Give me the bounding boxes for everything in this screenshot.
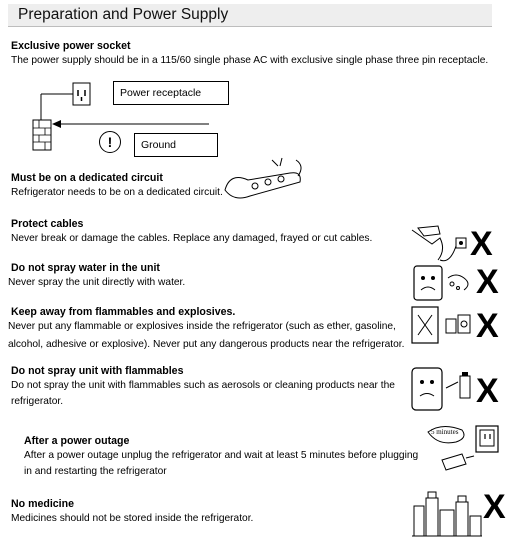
section-text-spray-flammables-line2: refrigerator.: [11, 396, 64, 407]
section-title-no-medicine: No medicine: [11, 498, 74, 510]
warning-mark: !: [107, 134, 113, 150]
section-text-spray-flammables-line1: Do not spray the unit with flammables such as aerosols or cleaning products near the: [11, 380, 395, 391]
section-title-dedicated-circuit: Must be on a dedicated circuit: [11, 172, 163, 184]
prohibited-mark-water: X: [476, 263, 499, 301]
section-text-protect-cables: Never break or damage the cables. Replace any damaged, frayed or cut cables.: [11, 233, 373, 244]
section-text-power-socket: The power supply should be in a 115/60 single phase AC with exclusive single phase three pin receptacle.: [11, 55, 489, 66]
water-spray-illustration: [412, 262, 474, 304]
power-receptacle-label: Power receptacle: [113, 81, 229, 105]
section-title-power-outage: After a power outage: [24, 435, 130, 447]
section-title-power-socket: Exclusive power socket: [11, 40, 131, 52]
cable-damage-illustration: [410, 220, 470, 268]
section-title-protect-cables: Protect cables: [11, 218, 84, 230]
page-header: [8, 4, 492, 27]
warning-icon: [99, 131, 121, 153]
ground-label: Ground: [134, 133, 218, 157]
aerosol-spray-illustration: [408, 362, 476, 414]
section-title-no-water: Do not spray water in the unit: [11, 262, 160, 274]
power-strip-illustration: [220, 158, 310, 208]
section-text-power-outage-line1: After a power outage unplug the refrigerator and wait at least 5 minutes before plugging: [24, 450, 419, 461]
section-title-flammables: Keep away from flammables and explosives.: [11, 306, 236, 318]
prohibited-mark-spray: X: [476, 372, 499, 410]
medicine-illustration: [412, 488, 482, 540]
flammables-illustration: [410, 305, 475, 347]
timer-label: 5 minutes: [431, 428, 459, 436]
ground-arrow: [52, 118, 212, 130]
section-text-no-water: Never spray the unit directly with water.: [8, 277, 186, 288]
section-text-power-outage-line2: in and restarting the refrigerator: [24, 466, 167, 477]
section-text-no-medicine: Medicines should not be stored inside the refrigerator.: [11, 513, 254, 524]
prohibited-mark-flammables: X: [476, 307, 499, 345]
prohibited-mark-medicine: X: [483, 488, 506, 526]
prohibited-mark-cables: X: [470, 225, 493, 263]
page-title: Preparation and Power Supply: [18, 6, 229, 23]
section-text-flammables-line2: alcohol, adhesive or explosive). Never put any dangerous products near the refrigerator.: [8, 339, 405, 350]
section-text-flammables-line1: Never put any flammable or explosives inside the refrigerator (such as ether, gasoline,: [8, 321, 396, 332]
section-title-spray-flammables: Do not spray unit with flammables: [11, 365, 184, 377]
section-text-dedicated-circuit: Refrigerator needs to be on a dedicated circuit.: [11, 187, 223, 198]
